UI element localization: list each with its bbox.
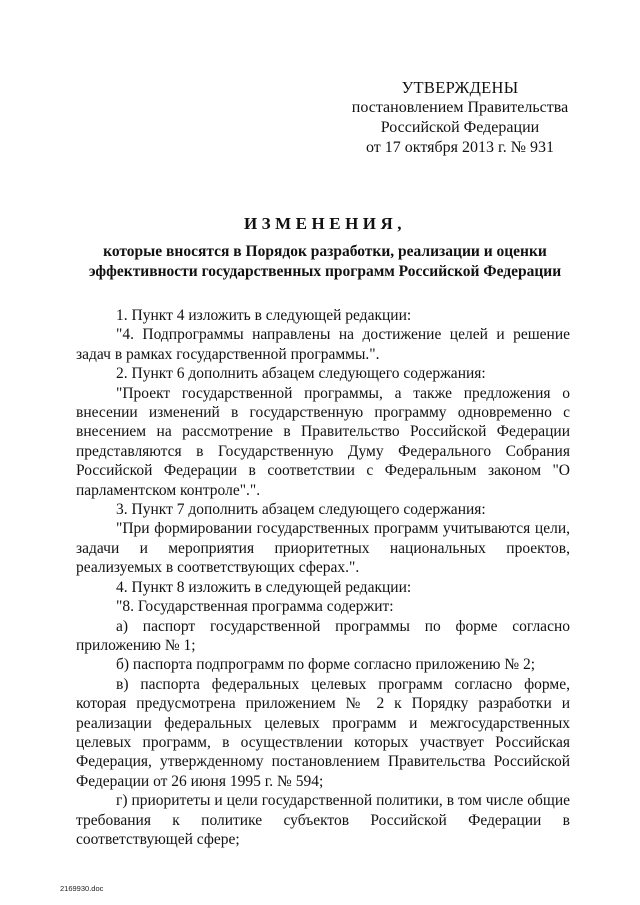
paragraph-3: 2. Пункт 6 дополнить абзацем следующего содержания:: [116, 365, 486, 383]
title-subtitle-line-2: эффективности государственных программ Российской Федерации: [88, 263, 562, 280]
paragraph-2: "4. Подпрограммы направлены на достижение целей и решение задач в рамках государственной программы.".: [76, 326, 570, 363]
approval-line-2: постановлением Правительства: [351, 99, 569, 116]
paragraph-11: в) паспорта федеральных целевых программ согласно форме, которая предусмотрена приложением № 2 к Порядку разработки и реализации федеральных целевых программ и межгосударственных целевых программ, в осуществлении которых участвует Российская Федерация, утвержденному постановлением Правительства Российской Федерации от 26 июня 1995 г. № 594;: [76, 675, 570, 790]
paragraph-7: 4. Пункт 8 изложить в следующей редакции:: [116, 578, 412, 596]
paragraph-12: г) приоритеты и цели государственной политики, в том числе общие требования к политике субъектов Российской Федерации в соответствующей сфере;: [76, 792, 570, 848]
document-body: [76, 306, 570, 849]
approval-stamp: [330, 78, 590, 158]
approval-heading: УТВЕРЖДЕНЫ: [401, 78, 519, 97]
paragraph-10: б) паспорта подпрограмм по форме согласно приложению № 2;: [116, 656, 536, 674]
paragraph-6: "При формировании государственных программ учитываются цели, задачи и мероприятия приоритетных национальных проектов, реализуемых в соответствующих сферах.".: [76, 520, 570, 577]
paragraph-1: 1. Пункт 4 изложить в следующей редакции:: [116, 307, 412, 324]
approval-line-3: Российской Федерации: [380, 119, 540, 136]
file-name-footer: 2169930.doc: [60, 884, 104, 893]
title-main: ИЗМЕНЕНИЯ,: [243, 214, 407, 233]
document-title: [60, 212, 590, 282]
paragraph-5: 3. Пункт 7 дополнить абзацем следующего содержания:: [116, 501, 486, 519]
paragraph-4: "Проект государственной программы, а также предложения о внесении изменений в государственную программу одновременно с внесением на рассмотрение в Правительство Российской Федерации представляются в Государственную Думу Федерального Собрания Российской Федерации в соответствии с Федеральным законом "О парламентском контроле".".: [76, 384, 570, 499]
paragraph-9: а) паспорт государственной программы по форме согласно приложению № 1;: [76, 617, 570, 654]
paragraph-8: "8. Государственная программа содержит:: [116, 598, 394, 616]
title-subtitle-line-1: которые вносятся в Порядок разработки, реализации и оценки: [103, 243, 547, 260]
approval-line-4: от 17 октября 2013 г. № 931: [365, 139, 554, 156]
